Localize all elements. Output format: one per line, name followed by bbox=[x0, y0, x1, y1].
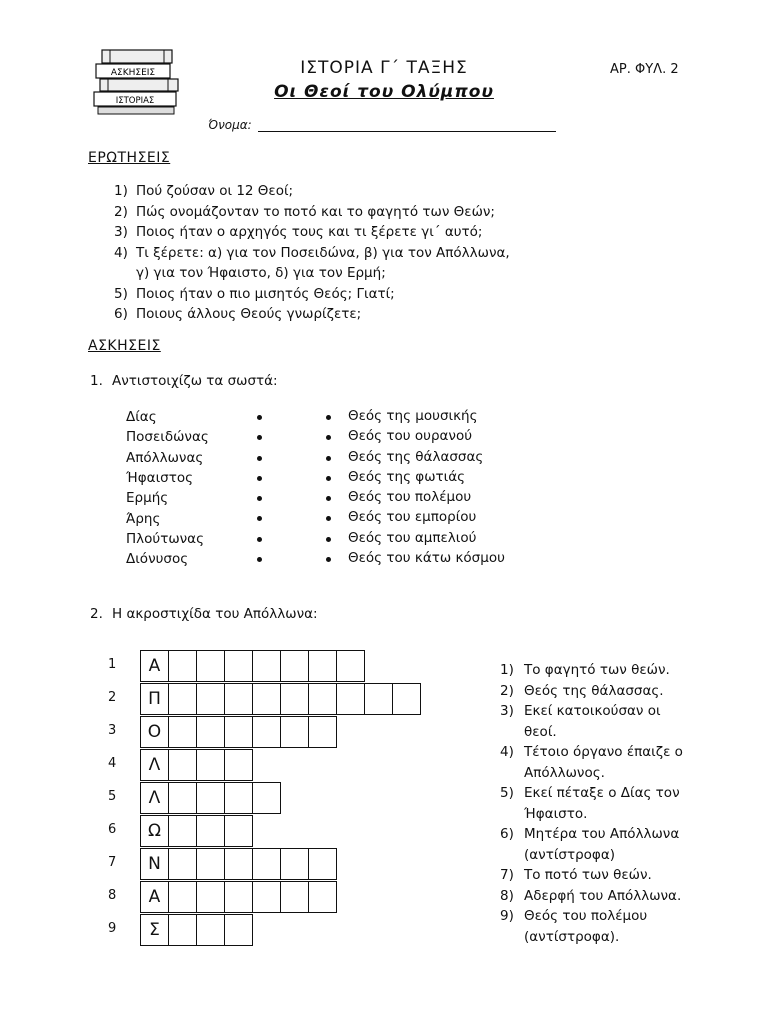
name-row bbox=[208, 118, 556, 132]
acrostic-cell[interactable] bbox=[168, 650, 197, 682]
question-item bbox=[114, 243, 554, 264]
clue-number: 1) bbox=[500, 662, 514, 678]
match-dot-right[interactable] bbox=[326, 456, 331, 461]
matching-row bbox=[126, 407, 546, 427]
acrostic-cell[interactable] bbox=[224, 914, 253, 946]
acrostic-cells bbox=[140, 882, 337, 913]
exercise-2-title bbox=[90, 606, 318, 622]
question-item bbox=[114, 222, 554, 243]
clue-item bbox=[500, 783, 730, 804]
acrostic-cell[interactable] bbox=[168, 881, 197, 913]
acrostic-cell[interactable] bbox=[308, 881, 337, 913]
acrostic-cell[interactable] bbox=[168, 716, 197, 748]
question-item-continued bbox=[114, 263, 554, 284]
acrostic-row-number: 6 bbox=[108, 822, 117, 837]
acrostic-key-cell: Λ bbox=[140, 782, 169, 814]
god-description: Θεός του πολέμου bbox=[348, 489, 472, 506]
acrostic-cell[interactable] bbox=[308, 848, 337, 880]
acrostic-cells bbox=[140, 849, 337, 880]
clue-item bbox=[500, 681, 730, 702]
acrostic-cell[interactable] bbox=[224, 716, 253, 748]
acrostic-cell[interactable] bbox=[196, 782, 225, 814]
acrostic-cell[interactable] bbox=[252, 881, 281, 913]
question-number: 5) bbox=[114, 285, 128, 302]
page-title: ΙΣΤΟΡΙΑ Γ΄ ΤΑΞΗΣ bbox=[300, 58, 468, 78]
acrostic-cell[interactable] bbox=[336, 650, 365, 682]
acrostic-cells bbox=[140, 717, 337, 748]
books-logo bbox=[92, 44, 188, 116]
acrostic-row-number: 9 bbox=[108, 921, 117, 936]
acrostic-cell[interactable] bbox=[196, 716, 225, 748]
question-text: Τι ξέρετε: α) για τον Ποσειδώνα, β) για τον Απόλλωνα, bbox=[136, 244, 510, 261]
clue-item bbox=[500, 742, 730, 763]
acrostic-cell[interactable] bbox=[252, 782, 281, 814]
acrostic-row-number: 3 bbox=[108, 723, 117, 738]
god-name: Ποσειδώνας bbox=[126, 429, 209, 446]
clue-item bbox=[500, 886, 730, 907]
acrostic-cell[interactable] bbox=[168, 749, 197, 781]
question-number: 1) bbox=[114, 183, 128, 199]
exercises-heading: ΑΣΚΗΣΕΙΣ bbox=[88, 338, 161, 354]
acrostic-cell[interactable] bbox=[252, 848, 281, 880]
match-dot-right[interactable] bbox=[326, 557, 331, 562]
acrostic-key-cell: Σ bbox=[140, 914, 169, 946]
acrostic-key-cell: Λ bbox=[140, 749, 169, 781]
logo-text-top: ΑΣΚΗΣΕΙΣ bbox=[110, 68, 156, 78]
clue-item-continued bbox=[500, 763, 730, 784]
god-name: Άρης bbox=[126, 510, 161, 527]
acrostic-cell[interactable] bbox=[224, 650, 253, 682]
clue-text: Θεός του πολέμου bbox=[524, 908, 648, 924]
acrostic-cell[interactable] bbox=[252, 716, 281, 748]
clue-number: 2) bbox=[500, 682, 514, 699]
clue-item-continued bbox=[500, 804, 730, 825]
acrostic-cell[interactable] bbox=[224, 848, 253, 880]
acrostic-cell[interactable] bbox=[392, 683, 421, 715]
question-number: 2) bbox=[114, 203, 128, 220]
acrostic-cell[interactable] bbox=[168, 683, 197, 715]
match-dot-right[interactable] bbox=[326, 415, 331, 420]
acrostic-cell[interactable] bbox=[280, 881, 309, 913]
question-item bbox=[114, 202, 554, 223]
god-description: Θεός της θάλασσας bbox=[348, 448, 484, 465]
question-text: γ) για τον Ήφαιστο, δ) για τον Ερμή; bbox=[136, 265, 386, 281]
match-dot-left[interactable] bbox=[257, 456, 262, 461]
clue-text: Θεός της θάλασσας. bbox=[524, 682, 664, 699]
clue-text: Ήφαιστο. bbox=[524, 805, 588, 822]
acrostic-cell[interactable] bbox=[308, 683, 337, 715]
acrostic-cell[interactable] bbox=[252, 650, 281, 682]
acrostic-cell[interactable] bbox=[196, 683, 225, 715]
clue-number: 9) bbox=[500, 908, 514, 924]
acrostic-cells bbox=[140, 651, 365, 682]
god-description: Θεός του ουρανού bbox=[348, 428, 473, 445]
matching-row bbox=[126, 468, 546, 488]
clue-item-continued bbox=[500, 845, 730, 866]
clue-text: Αδερφή του Απόλλωνα. bbox=[524, 887, 682, 904]
clue-item bbox=[500, 701, 730, 722]
matching-row bbox=[126, 448, 546, 468]
acrostic-key-cell: Π bbox=[140, 683, 169, 715]
clue-text: (αντίστροφα) bbox=[524, 846, 615, 863]
acrostic-cells bbox=[140, 915, 253, 946]
acrostic-cell[interactable] bbox=[224, 881, 253, 913]
clue-text: Απόλλωνος. bbox=[524, 764, 605, 781]
matching-row bbox=[126, 488, 546, 508]
acrostic-cell[interactable] bbox=[168, 914, 197, 946]
clue-item-continued bbox=[500, 722, 730, 743]
god-description: Θεός του αμπελιού bbox=[348, 529, 477, 546]
god-name: Διόνυσος bbox=[126, 551, 189, 568]
match-dot-left[interactable] bbox=[257, 516, 262, 521]
clue-number: 3) bbox=[500, 703, 514, 719]
acrostic-cell[interactable] bbox=[196, 914, 225, 946]
acrostic-cell[interactable] bbox=[336, 683, 365, 715]
god-description: Θεός του κάτω κόσμου bbox=[348, 550, 505, 567]
match-dot-left[interactable] bbox=[257, 435, 262, 440]
question-item bbox=[114, 181, 554, 202]
acrostic-key-cell: Ν bbox=[140, 848, 169, 880]
acrostic-row-number: 5 bbox=[108, 789, 117, 804]
exercise-title-text: Η ακροστιχίδα του Απόλλωνα: bbox=[112, 606, 318, 622]
acrostic-row-number: 7 bbox=[108, 855, 117, 870]
clue-text: Τέτοιο όργανο έπαιζε ο bbox=[524, 744, 683, 760]
acrostic-row-number: 1 bbox=[108, 657, 117, 672]
acrostic-row-number: 2 bbox=[108, 690, 117, 705]
acrostic-cell[interactable] bbox=[252, 683, 281, 715]
acrostic-cells bbox=[140, 684, 421, 715]
god-name: Πλούτωνας bbox=[126, 530, 205, 547]
questions-list bbox=[114, 181, 554, 325]
sheet-number: ΑΡ. ΦΥΛ. 2 bbox=[610, 62, 679, 77]
god-description: Θεός του εμπορίου bbox=[348, 509, 477, 526]
acrostic-row-number: 4 bbox=[108, 756, 117, 771]
match-dot-left[interactable] bbox=[257, 537, 262, 542]
questions-heading: ΕΡΩΤΗΣΕΙΣ bbox=[88, 150, 171, 166]
acrostic-row-number: 8 bbox=[108, 888, 117, 903]
god-name: Δίας bbox=[126, 409, 157, 426]
acrostic-cell[interactable] bbox=[196, 848, 225, 880]
clue-text: (αντίστροφα). bbox=[524, 928, 620, 945]
books-stack-icon bbox=[92, 44, 188, 116]
acrostic-cell[interactable] bbox=[196, 650, 225, 682]
clue-item-continued bbox=[500, 927, 730, 948]
acrostic-cell[interactable] bbox=[308, 716, 337, 748]
match-dot-left[interactable] bbox=[257, 557, 262, 562]
question-text: Ποιους άλλους Θεούς γνωρίζετε; bbox=[136, 306, 362, 322]
clue-text: Το ποτό των θεών. bbox=[524, 867, 652, 883]
acrostic-cell[interactable] bbox=[224, 782, 253, 814]
match-dot-left[interactable] bbox=[257, 496, 262, 501]
acrostic-cell[interactable] bbox=[280, 650, 309, 682]
clue-text: Το φαγητό των θεών. bbox=[524, 662, 670, 678]
clue-number: 4) bbox=[500, 744, 514, 760]
god-name: Ερμής bbox=[126, 490, 169, 507]
clue-number: 6) bbox=[500, 826, 514, 842]
exercise-title-text: Αντιστοιχίζω τα σωστά: bbox=[112, 373, 278, 389]
exercise-1-title bbox=[90, 373, 278, 389]
acrostic-cell[interactable] bbox=[280, 716, 309, 748]
question-text: Πού ζούσαν οι 12 Θεοί; bbox=[136, 183, 294, 199]
clue-item bbox=[500, 865, 730, 886]
clue-text: Εκεί κατοικούσαν οι bbox=[524, 703, 661, 719]
exercise-number: 2. bbox=[90, 606, 103, 622]
clue-item bbox=[500, 906, 730, 927]
clue-text: θεοί. bbox=[524, 723, 557, 740]
matching-row bbox=[126, 508, 546, 528]
matching-row bbox=[126, 427, 546, 447]
clue-number: 8) bbox=[500, 887, 514, 904]
matching-row bbox=[126, 549, 546, 569]
acrostic-key-cell: Ο bbox=[140, 716, 169, 748]
question-item bbox=[114, 304, 554, 325]
acrostic-cells bbox=[140, 783, 281, 814]
match-dot-right[interactable] bbox=[326, 435, 331, 440]
acrostic-key-cell: Ω bbox=[140, 815, 169, 847]
match-dot-left[interactable] bbox=[257, 415, 262, 420]
clue-number: 7) bbox=[500, 867, 514, 883]
clue-text: Εκεί πέταξε ο Δίας τον bbox=[524, 785, 680, 801]
question-number: 4) bbox=[114, 244, 128, 261]
match-dot-right[interactable] bbox=[326, 496, 331, 501]
god-description: Θεός της φωτιάς bbox=[348, 468, 466, 485]
acrostic-cell[interactable] bbox=[280, 683, 309, 715]
name-label: Όνομα: bbox=[208, 118, 252, 132]
acrostic-cell[interactable] bbox=[224, 749, 253, 781]
matching-exercise bbox=[126, 407, 546, 569]
god-description: Θεός της μουσικής bbox=[348, 408, 478, 424]
acrostic-cell[interactable] bbox=[364, 683, 393, 715]
acrostic-clues bbox=[500, 660, 730, 947]
acrostic-cell[interactable] bbox=[168, 848, 197, 880]
acrostic-key-cell: Α bbox=[140, 881, 169, 913]
acrostic-cell[interactable] bbox=[196, 881, 225, 913]
acrostic-cell[interactable] bbox=[168, 782, 197, 814]
exercise-number: 1. bbox=[90, 373, 103, 389]
question-item bbox=[114, 284, 554, 305]
god-name: Ήφαιστος bbox=[126, 470, 193, 487]
acrostic-cells bbox=[140, 816, 253, 847]
acrostic-key-cell: Α bbox=[140, 650, 169, 682]
acrostic-cell[interactable] bbox=[308, 650, 337, 682]
acrostic-cell[interactable] bbox=[196, 815, 225, 847]
clue-item bbox=[500, 824, 730, 845]
clue-item bbox=[500, 660, 730, 681]
question-text: Ποιος ήταν ο πιο μισητός Θεός; Γιατί; bbox=[136, 285, 395, 302]
page-subtitle: Οι Θεοί του Ολύμπου bbox=[274, 82, 494, 102]
match-dot-right[interactable] bbox=[326, 516, 331, 521]
clue-number: 5) bbox=[500, 785, 514, 801]
match-dot-right[interactable] bbox=[326, 476, 331, 481]
question-text: Ποιος ήταν ο αρχηγός τους και τι ξέρετε γι΄ αυτό; bbox=[136, 224, 483, 240]
acrostic-cell[interactable] bbox=[224, 815, 253, 847]
acrostic-cell[interactable] bbox=[280, 848, 309, 880]
question-number: 6) bbox=[114, 306, 128, 322]
god-name: Απόλλωνας bbox=[126, 449, 204, 466]
matching-row bbox=[126, 529, 546, 549]
match-dot-left[interactable] bbox=[257, 476, 262, 481]
name-input-line[interactable] bbox=[258, 119, 556, 132]
acrostic-cells bbox=[140, 750, 253, 781]
acrostic-cell[interactable] bbox=[168, 815, 197, 847]
clue-text: Μητέρα του Απόλλωνα bbox=[524, 826, 680, 842]
question-number: 3) bbox=[114, 224, 128, 240]
acrostic-cell[interactable] bbox=[224, 683, 253, 715]
acrostic-cell[interactable] bbox=[196, 749, 225, 781]
match-dot-right[interactable] bbox=[326, 537, 331, 542]
logo-text-bottom: ΙΣΤΟΡΙΑΣ bbox=[115, 96, 155, 106]
question-text: Πώς ονομάζονταν το ποτό και το φαγητό των Θεών; bbox=[136, 203, 495, 220]
